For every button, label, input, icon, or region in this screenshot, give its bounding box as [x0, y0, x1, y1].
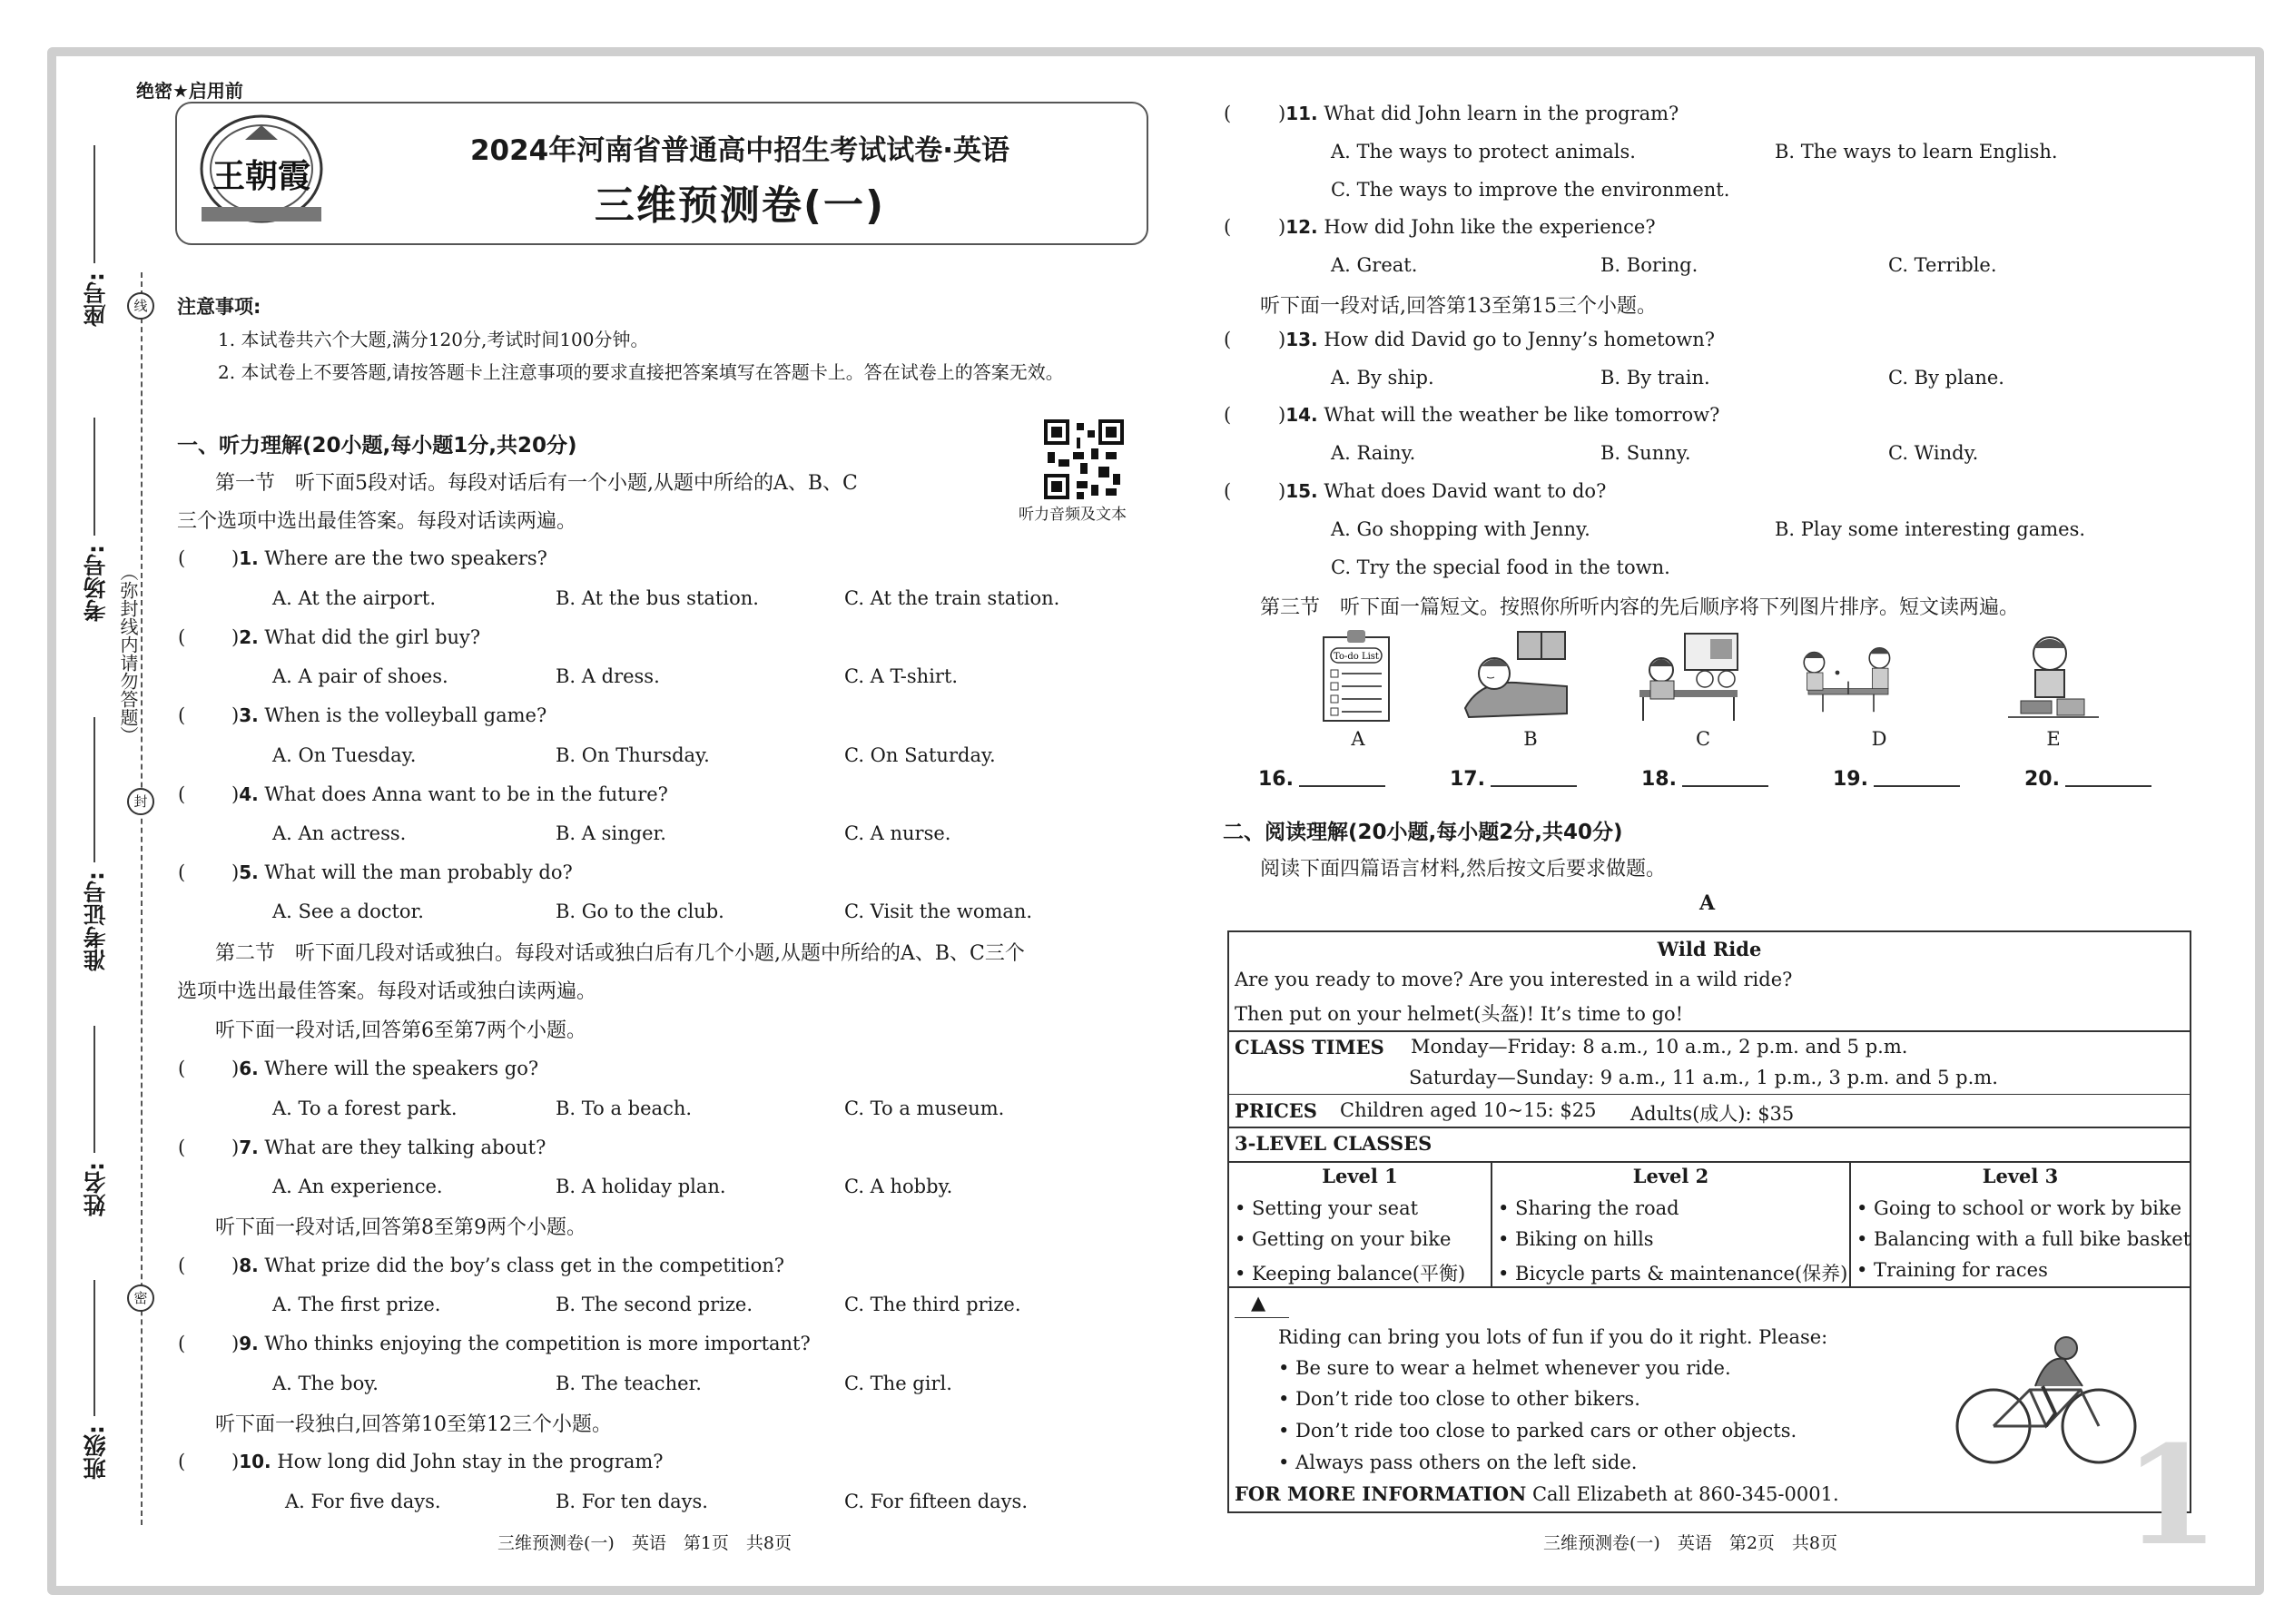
question-number: 2. — [239, 626, 259, 648]
admission-blank[interactable] — [94, 717, 95, 862]
option-c[interactable]: C. The girl. — [844, 1373, 952, 1394]
question-row: ( — [178, 861, 186, 883]
option-a[interactable]: A. To a forest park. — [272, 1097, 458, 1119]
question-row: )8. What prize did the boy’s class get in the competition? — [231, 1255, 785, 1276]
question-number: 6. — [239, 1058, 259, 1079]
picture-label: E — [2046, 728, 2061, 750]
answer-blank-20[interactable]: 20. — [2024, 767, 2151, 791]
question-text: How did John like the experience? — [1324, 216, 1656, 238]
answer-blank-19[interactable]: 19. — [1833, 767, 1960, 791]
option-c[interactable]: C. Visit the woman. — [844, 901, 1033, 922]
section3-instruction: 第三节 听下面一篇短文。按照你所听内容的先后顺序将下列图片排序。短文读两遍。 — [1260, 596, 2020, 619]
picture-b-sleeping-icon — [1462, 626, 1570, 726]
option-c[interactable]: C. At the train station. — [844, 587, 1060, 609]
publisher-logo-icon — [192, 113, 330, 231]
option-a[interactable]: A. The first prize. — [272, 1294, 441, 1315]
class-label: 班级: — [83, 1425, 109, 1480]
question-row: )15. What does David want to do? — [1278, 480, 1607, 502]
picture-label: D — [1871, 728, 1887, 750]
weekday-times: Monday—Friday: 8 a.m., 10 a.m., 2 p.m. and 5 p.m. — [1411, 1036, 1908, 1058]
level-item: • Balancing with a full bike basket — [1856, 1228, 2191, 1250]
option-c[interactable]: C. Terrible. — [1888, 254, 1997, 276]
question-row: ( — [178, 547, 186, 569]
option-b[interactable]: B. The ways to learn English. — [1775, 141, 2058, 162]
option-a[interactable]: A. Go shopping with Jenny. — [1331, 518, 1590, 540]
section1-instruction-cont: 三个选项中选出最佳答案。每段对话读两遍。 — [177, 510, 577, 533]
question-number: 7. — [239, 1137, 259, 1158]
prices-label: PRICES — [1235, 1099, 1317, 1122]
option-b[interactable]: B. A holiday plan. — [556, 1176, 726, 1197]
question-text: What prize did the boy’s class get in the competition? — [264, 1255, 785, 1276]
question-row: ( — [1224, 216, 1232, 238]
question-row: ( — [178, 1451, 186, 1472]
option-b[interactable]: B. For ten days. — [556, 1491, 708, 1512]
exam-room-blank[interactable] — [94, 418, 95, 536]
option-a[interactable]: A. At the airport. — [272, 587, 437, 609]
part2-heading: 二、阅读理解(20小题,每小题2分,共40分) — [1223, 821, 1623, 844]
question-row: ( — [178, 1255, 186, 1276]
option-a[interactable]: A. Great. — [1331, 254, 1418, 276]
question-number: 1. — [239, 547, 259, 569]
notes-heading: 注意事项: — [177, 296, 261, 318]
question-row: ( — [178, 626, 186, 648]
name-label: 姓名: — [83, 1162, 109, 1216]
option-b[interactable]: B. To a beach. — [556, 1097, 693, 1119]
option-b[interactable]: B. At the bus station. — [556, 587, 759, 609]
weekend-times: Saturday—Sunday: 9 a.m., 11 a.m., 1 p.m., 3 p.m. and 5 p.m. — [1409, 1067, 1998, 1088]
question-text: What are they talking about? — [264, 1137, 546, 1158]
question-row: ( — [1224, 480, 1232, 502]
level-item: • Bicycle parts & maintenance(保养) — [1498, 1263, 1848, 1284]
question-text: What will the weather be like tomorrow? — [1324, 404, 1720, 426]
option-b[interactable]: B. Go to the club. — [556, 901, 724, 922]
safety-item: • Always pass others on the left side. — [1278, 1452, 1638, 1473]
name-blank[interactable] — [94, 1026, 95, 1153]
question-row: )7. What are they talking about? — [231, 1137, 546, 1158]
option-c[interactable]: C. Try the special food in the town. — [1331, 556, 1670, 578]
level-item: • Setting your seat — [1235, 1197, 1419, 1219]
question-row: ( — [178, 783, 186, 805]
question-row: )9. Who thinks enjoying the competition is more important? — [231, 1333, 811, 1354]
level-item: • Sharing the road — [1498, 1197, 1679, 1219]
class-blank[interactable] — [94, 1280, 95, 1416]
ad-intro-line: Are you ready to move? Are you interested in a wild ride? — [1235, 969, 1793, 990]
level-item: • Keeping balance(平衡) — [1235, 1263, 1466, 1284]
safety-item: • Don’t ride too close to other bikers. — [1278, 1388, 1640, 1410]
logo-text: 王朝霞 — [212, 157, 311, 195]
safety-intro: Riding can bring you lots of fun if you do it right. Please: — [1278, 1326, 1828, 1348]
question-text: What will the man probably do? — [264, 861, 573, 883]
question-row: ( — [178, 1058, 186, 1079]
note-item: 2. 本试卷上不要答题,请按答题卡上注意事项的要求直接把答案填写在答题卡上。答在试卷上的答案无效。 — [218, 361, 1064, 383]
wild-ride-ad — [1227, 930, 2191, 1513]
option-a[interactable]: A. An experience. — [272, 1176, 443, 1197]
picture-label: B — [1523, 728, 1538, 750]
option-b[interactable]: B. Boring. — [1600, 254, 1698, 276]
seal-circle-line: 线 — [127, 292, 154, 320]
option-a[interactable]: A. A pair of shoes. — [272, 665, 448, 687]
question-text: What does Anna want to be in the future? — [264, 783, 668, 805]
question-number: 5. — [239, 861, 259, 883]
question-row: )11. What did John learn in the program? — [1278, 103, 1679, 124]
answer-blank-16[interactable]: 16. — [1258, 767, 1385, 791]
option-c[interactable]: C. A hobby. — [844, 1176, 953, 1197]
option-b[interactable]: B. The second prize. — [556, 1294, 753, 1315]
option-b[interactable]: B. A singer. — [556, 822, 666, 844]
option-a[interactable]: A. The boy. — [272, 1373, 379, 1394]
option-b[interactable]: B. By train. — [1600, 367, 1710, 389]
part1-heading: 一、听力理解(20小题,每小题1分,共20分) — [177, 434, 577, 458]
question-row: ( — [1224, 404, 1232, 426]
question-row: ( — [178, 1137, 186, 1158]
children-price: Children aged 10~15: $25 — [1340, 1099, 1597, 1121]
option-b[interactable]: B. A dress. — [556, 665, 660, 687]
question-row: )12. How did John like the experience? — [1278, 216, 1656, 238]
option-a[interactable]: A. The ways to protect animals. — [1331, 141, 1636, 162]
exam-room-label: 考场号: — [83, 545, 109, 622]
option-a[interactable]: A. On Tuesday. — [272, 744, 417, 766]
question-number: 8. — [239, 1255, 259, 1276]
level-3-heading: Level 3 — [1982, 1165, 2059, 1187]
question-number: 15. — [1285, 480, 1318, 502]
question-number: 13. — [1285, 329, 1318, 350]
footer-right: 三维预测卷(一) 英语 第2页 共8页 — [1543, 1533, 1838, 1553]
question-text: What did John learn in the program? — [1324, 103, 1679, 124]
qr-caption: 听力音频及文本 — [1019, 506, 1127, 524]
safety-item: • Be sure to wear a helmet whenever you ride. — [1278, 1357, 1731, 1379]
section2-instruction: 第二节 听下面几段对话或独白。每段对话或独白后有几个小题,从题中所给的A、B、C三个 — [215, 942, 1025, 965]
exam-title: 2024年河南省普通高中招生考试试卷·英语 — [469, 134, 1010, 167]
question-text: How long did John stay in the program? — [277, 1451, 664, 1472]
option-c[interactable]: C. A nurse. — [844, 822, 951, 844]
section1-instruction: 第一节 听下面5段对话。每段对话后有一个小题,从题中所给的A、B、C — [215, 472, 858, 495]
cyclist-icon — [1955, 1332, 2137, 1468]
exam-subtitle: 三维预测卷(一) — [594, 182, 886, 229]
question-row: )13. How did David go to Jenny’s hometown? — [1278, 329, 1716, 350]
question-row: )4. What does Anna want to be in the future? — [231, 783, 668, 805]
page-mark: 1 — [2124, 1416, 2220, 1576]
question-text: When is the volleyball game? — [264, 704, 547, 726]
seal-circle-seal: 封 — [127, 788, 154, 815]
answer-blank-18[interactable]: 18. — [1641, 767, 1768, 791]
ad-intro-line: Then put on your helmet(头盔)! It’s time to go! — [1235, 1003, 1684, 1025]
question-number: 12. — [1285, 216, 1318, 238]
option-c[interactable]: C. For fifteen days. — [844, 1491, 1029, 1512]
question-number: 4. — [239, 783, 259, 805]
question-row: ( — [1224, 329, 1232, 350]
class-times-label: CLASS TIMES — [1235, 1036, 1384, 1058]
option-c[interactable]: C. Windy. — [1888, 442, 1979, 464]
question-text: Where are the two speakers? — [264, 547, 547, 569]
option-a[interactable]: A. An actress. — [272, 822, 407, 844]
picture-label: C — [1695, 728, 1711, 750]
question-row: )6. Where will the speakers go? — [231, 1058, 539, 1079]
question-row: ( — [1224, 103, 1232, 124]
question-text: How did David go to Jenny’s hometown? — [1324, 329, 1716, 350]
question-text: What does David want to do? — [1324, 480, 1607, 502]
adults-price: Adults(成人): $35 — [1630, 1103, 1795, 1125]
secret-mark: 绝密★启用前 — [136, 80, 243, 102]
instruction-6-7: 听下面一段对话,回答第6至第7两个小题。 — [215, 1019, 586, 1042]
option-b[interactable]: B. Play some interesting games. — [1775, 518, 2086, 540]
more-info-label: FOR MORE INFORMATION — [1235, 1482, 1527, 1505]
part2-instruction: 阅读下面四篇语言材料,然后按文后要求做题。 — [1260, 858, 1666, 881]
level-1-heading: Level 1 — [1322, 1165, 1398, 1187]
option-b[interactable]: B. Sunny. — [1600, 442, 1691, 464]
more-info — [1235, 1482, 1839, 1505]
todo-list-text: To-do List — [1334, 652, 1379, 662]
option-c[interactable]: C. To a museum. — [844, 1097, 1005, 1119]
seat-blank[interactable] — [94, 145, 95, 263]
admission-label: 准考证号: — [83, 871, 109, 971]
ad-title: Wild Ride — [1657, 938, 1762, 960]
seal-note: （弥封线内请勿答题） — [117, 563, 139, 744]
question-row: )10. How long did John stay in the program? — [231, 1451, 664, 1472]
question-number: 11. — [1285, 103, 1318, 124]
footer-left: 三维预测卷(一) 英语 第1页 共8页 — [497, 1533, 793, 1553]
question-number: 3. — [239, 704, 259, 726]
triangle-icon: ▲ — [1251, 1292, 1266, 1314]
instruction-13-15: 听下面一段对话,回答第13至第15三个小题。 — [1260, 295, 1657, 318]
safety-item: • Don’t ride too close to parked cars or other objects. — [1278, 1420, 1797, 1442]
note-item: 1. 本试卷共六个大题,满分120分,考试时间100分钟。 — [218, 329, 649, 350]
more-info-text: Call Elizabeth at 860-345-0001. — [1531, 1483, 1839, 1505]
question-row: )14. What will the weather be like tomorrow? — [1278, 404, 1720, 426]
option-c[interactable]: C. On Saturday. — [844, 744, 996, 766]
picture-e-reading-boy-icon — [1999, 626, 2108, 726]
option-b[interactable]: B. On Thursday. — [556, 744, 710, 766]
question-row: )5. What will the man probably do? — [231, 861, 573, 883]
level-item: • Getting on your bike — [1235, 1228, 1452, 1250]
option-b[interactable]: B. The teacher. — [556, 1373, 702, 1394]
level-2-heading: Level 2 — [1632, 1165, 1709, 1187]
qr-code-icon[interactable] — [1044, 419, 1124, 499]
option-c[interactable]: C. A T-shirt. — [844, 665, 959, 687]
question-row: )3. When is the volleyball game? — [231, 704, 547, 726]
answer-blank-17[interactable]: 17. — [1450, 767, 1577, 791]
picture-label: A — [1351, 728, 1365, 750]
instruction-8-9: 听下面一段对话,回答第8至第9两个小题。 — [215, 1216, 586, 1239]
option-c[interactable]: C. By plane. — [1888, 367, 2004, 389]
seal-circle-mi: 密 — [127, 1284, 154, 1312]
level-item: • Going to school or work by bike — [1856, 1197, 2182, 1219]
question-number: 10. — [239, 1451, 271, 1472]
passage-label: A — [1699, 891, 1716, 915]
question-row: ( — [178, 1333, 186, 1354]
option-c[interactable]: C. The ways to improve the environment. — [1331, 179, 1730, 201]
section2-instruction-cont: 选项中选出最佳答案。每段对话或独白读两遍。 — [177, 980, 597, 1003]
option-a[interactable]: A. Rainy. — [1331, 442, 1416, 464]
seat-label: 座号: — [83, 272, 109, 327]
option-a[interactable]: A. See a doctor. — [272, 901, 424, 922]
picture-c-classroom-icon — [1634, 626, 1743, 726]
question-text: Who thinks enjoying the competition is more important? — [264, 1333, 811, 1354]
option-a[interactable]: A. For five days. — [285, 1491, 441, 1512]
level-item: • Training for races — [1856, 1259, 2048, 1281]
question-row: )1. Where are the two speakers? — [231, 547, 547, 569]
picture-a-todo-list-icon — [1304, 626, 1413, 726]
question-number: 9. — [239, 1333, 259, 1354]
question-row: )2. What did the girl buy? — [231, 626, 481, 648]
seal-dashed-line — [141, 272, 143, 1525]
levels-heading: 3-LEVEL CLASSES — [1235, 1132, 1433, 1155]
question-row: ( — [178, 704, 186, 726]
question-text: Where will the speakers go? — [264, 1058, 539, 1079]
option-a[interactable]: A. By ship. — [1331, 367, 1434, 389]
picture-d-table-tennis-icon — [1794, 626, 1903, 726]
level-item: • Biking on hills — [1498, 1228, 1654, 1250]
option-c[interactable]: C. The third prize. — [844, 1294, 1021, 1315]
instruction-10-12: 听下面一段独白,回答第10至第12三个小题。 — [215, 1413, 612, 1436]
question-number: 14. — [1285, 404, 1318, 426]
question-text: What did the girl buy? — [264, 626, 481, 648]
